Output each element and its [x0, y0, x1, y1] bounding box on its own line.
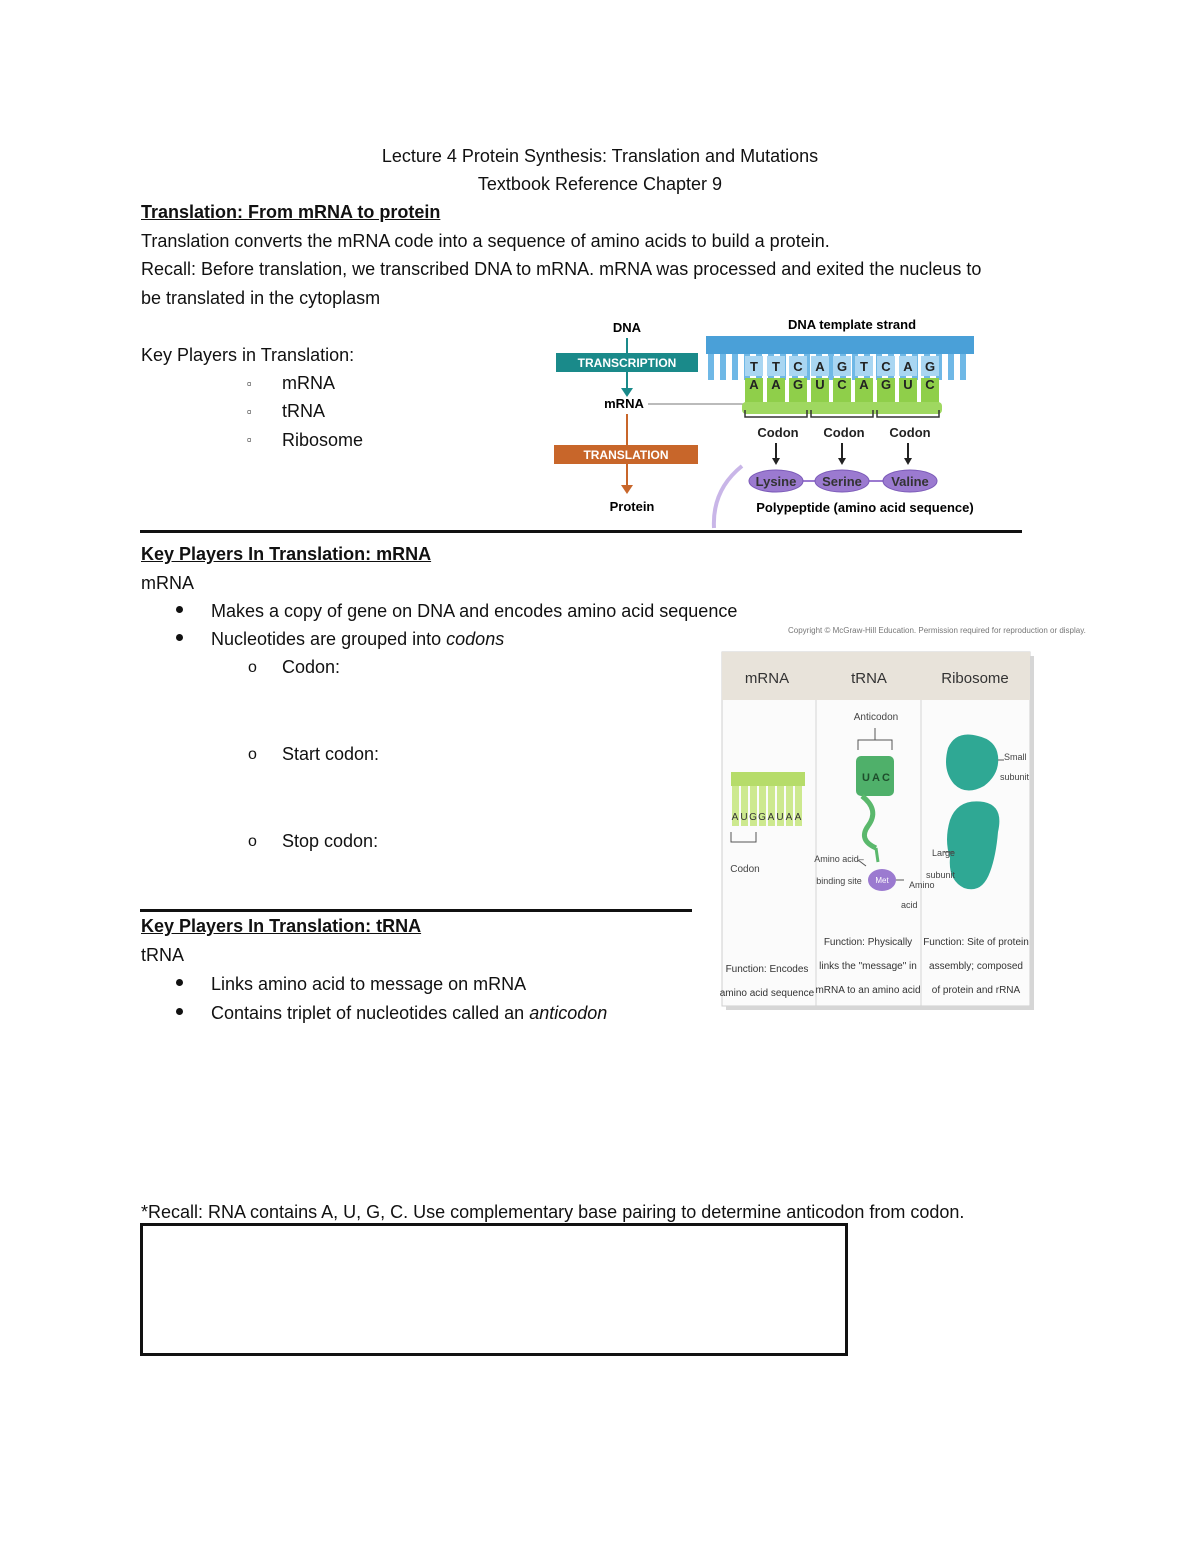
paragraph-recall-2: be translated in the cytoplasm	[141, 288, 381, 308]
dna-tooth	[960, 354, 966, 380]
dna-tooth	[720, 354, 726, 380]
codon-label: Codon	[757, 425, 799, 440]
fig2-large-2: subunit	[926, 870, 956, 880]
fn-mrna-1: Function: Encodes	[725, 964, 809, 975]
codon-label: Codon	[823, 425, 865, 440]
codon-label: Codon	[889, 425, 931, 440]
mrna-seq-base: A	[731, 812, 739, 823]
col-header-trna: tRNA	[851, 670, 887, 687]
mrna-base: C	[925, 377, 935, 392]
mrna-base: A	[749, 377, 759, 392]
mrna-seq-base: G	[758, 812, 766, 823]
bullet-dot	[176, 979, 183, 986]
template-base: T	[750, 359, 758, 374]
stop-codon-prompt: Stop codon:	[282, 831, 379, 851]
paragraph-translation: Translation converts the mRNA code into a sequence of amino acids to build a protein.	[141, 231, 830, 251]
trna-label: tRNA	[141, 945, 185, 965]
fig1-dna-label: DNA	[612, 320, 642, 335]
anticodon-base: U	[862, 772, 870, 784]
mrna-strand	[742, 377, 942, 414]
dna-template-strand	[706, 336, 974, 380]
bullet-dot	[176, 634, 183, 641]
fig1-translation-label: TRANSLATION	[583, 448, 669, 462]
answer-box[interactable]	[140, 1223, 848, 1356]
bullet-dot	[176, 606, 183, 613]
mrna-base: G	[792, 377, 804, 392]
key-player-trna: tRNA	[282, 401, 326, 421]
copyright-note: Copyright © McGraw-Hill Education. Permission required for reproduction or display.	[788, 626, 1086, 635]
sub-bullet-glyph: o	[248, 746, 257, 763]
trna-bullet-2-emphasis: anticodon	[529, 1003, 608, 1023]
bullet-glyph: ▫	[247, 432, 252, 447]
key-player-mrna: mRNA	[282, 373, 335, 393]
mrna-seq-base: A	[794, 812, 802, 823]
amino-acid-label: Serine	[822, 474, 862, 489]
fig2-codon-label: Codon	[730, 864, 760, 875]
template-base: T	[772, 359, 780, 374]
fig2-aa-abbrev: Met	[875, 876, 889, 885]
fig2-amino-2: acid	[901, 900, 918, 910]
fig2-large-1: Large	[932, 848, 956, 858]
dna-tooth	[948, 354, 954, 380]
mrna-bullet-2-text: Nucleotides are grouped into	[211, 629, 447, 649]
anticodon-bases	[862, 772, 890, 784]
template-base: G	[836, 359, 848, 374]
amino-acid-label: Lysine	[755, 474, 797, 489]
mrna-base: A	[859, 377, 869, 392]
dna-tooth	[708, 354, 714, 380]
fig1-transcription-label: TRANSCRIPTION	[577, 356, 677, 370]
heading-trna: Key Players In Translation: tRNA	[141, 916, 422, 936]
key-player-ribosome: Ribosome	[282, 430, 364, 450]
col-header-mrna: mRNA	[744, 670, 790, 687]
mrna-label: mRNA	[141, 573, 194, 593]
page-subtitle: Textbook Reference Chapter 9	[477, 174, 723, 194]
codon-arrow-head	[838, 458, 846, 465]
template-base: A	[815, 359, 825, 374]
fig1-template-strand-label: DNA template strand	[787, 317, 917, 332]
key-players-label: Key Players in Translation:	[141, 345, 355, 365]
paragraph-recall-1: Recall: Before translation, we transcribed DNA to mRNA. mRNA was processed and exited the nucleus to	[141, 259, 982, 279]
bullet-glyph: ▫	[247, 376, 252, 391]
mrna-seq-base: U	[776, 812, 784, 823]
codon-arrow-head	[904, 458, 912, 465]
template-base: C	[881, 359, 891, 374]
heading-translation: Translation: From mRNA to protein	[141, 202, 441, 222]
template-base: G	[924, 359, 936, 374]
fn-trna-3: mRNA to an amino acid	[815, 985, 921, 996]
mrna-base: G	[880, 377, 892, 392]
fig2-aa-site-1: Amino acid–	[814, 854, 864, 864]
page-title: Lecture 4 Protein Synthesis: Translation and Mutations	[381, 146, 819, 166]
fn-rib-2: assembly; composed	[929, 961, 1023, 972]
codon-arrow-head	[772, 458, 780, 465]
section-divider	[140, 909, 692, 912]
dna-backbone	[706, 336, 974, 354]
fig2-amino-1: Amino	[909, 880, 935, 890]
sub-bullet-glyph: o	[248, 659, 257, 676]
col-header-ribosome: Ribosome	[941, 670, 1009, 687]
bullet-glyph: ▫	[247, 404, 252, 419]
heading-mrna: Key Players In Translation: mRNA	[141, 544, 432, 564]
trna-bullet-2	[211, 1002, 607, 1024]
template-base: T	[860, 359, 868, 374]
template-base: A	[903, 359, 913, 374]
section-divider	[140, 530, 1022, 533]
fn-mrna-2: amino acid sequence	[719, 988, 815, 999]
fig2-small-2: subunit	[1000, 772, 1030, 782]
mrna-bullet-2	[211, 628, 504, 650]
fig1-mrna-label: mRNA	[604, 396, 644, 411]
fn-trna-2: links the "message" in	[819, 961, 917, 972]
fn-rib-1: Function: Site of protein	[923, 937, 1029, 948]
sub-bullet-glyph: o	[248, 833, 257, 850]
mrna-base: A	[771, 377, 781, 392]
bullet-dot	[176, 1008, 183, 1015]
trna-bullet-2-text: Contains triplet of nucleotides called an	[211, 1003, 530, 1023]
start-codon-prompt: Start codon:	[282, 744, 380, 764]
mrna-backbone	[731, 772, 805, 786]
mrna-bullet-2-emphasis: codons	[446, 629, 505, 649]
mrna-base: C	[837, 377, 847, 392]
fn-rib-3: of protein and rRNA	[931, 985, 1021, 996]
anticodon-base: A	[872, 772, 880, 784]
mrna-base: U	[815, 377, 825, 392]
mrna-backbone	[742, 402, 942, 414]
fig1-protein-label: Protein	[609, 499, 655, 514]
amino-acid-label: Valine	[891, 474, 929, 489]
dna-tooth	[732, 354, 738, 380]
template-base: C	[793, 359, 803, 374]
fig2-aa-site-2: binding site	[816, 876, 862, 886]
mrna-base: U	[903, 377, 913, 392]
transcription-translation-figure	[550, 312, 990, 534]
codon-prompt: Codon:	[282, 657, 341, 677]
fig2-anticodon-label: Anticodon	[853, 712, 899, 723]
mrna-seq-base: A	[767, 812, 775, 823]
fig1-polypeptide-label: Polypeptide (amino acid sequence)	[756, 500, 974, 515]
recall-note: *Recall: RNA contains A, U, G, C. Use complementary base pairing to determine anticodon from codon.	[141, 1202, 965, 1222]
amino-acid-chain	[749, 470, 937, 492]
trna-bullet-1: Links amino acid to message on mRNA	[211, 974, 527, 994]
fn-trna-1: Function: Physically	[823, 937, 913, 948]
mrna-bullet-1: Makes a copy of gene on DNA and encodes amino acid sequence	[211, 601, 738, 621]
mrna-seq-base: U	[740, 812, 748, 823]
molecules-table-figure	[718, 648, 1036, 1014]
fig2-small-1: Small	[1004, 752, 1027, 762]
mrna-seq-base: G	[749, 812, 757, 823]
mrna-seq-base: A	[785, 812, 793, 823]
anticodon-base: C	[882, 772, 890, 784]
codon-brackets	[745, 410, 939, 465]
